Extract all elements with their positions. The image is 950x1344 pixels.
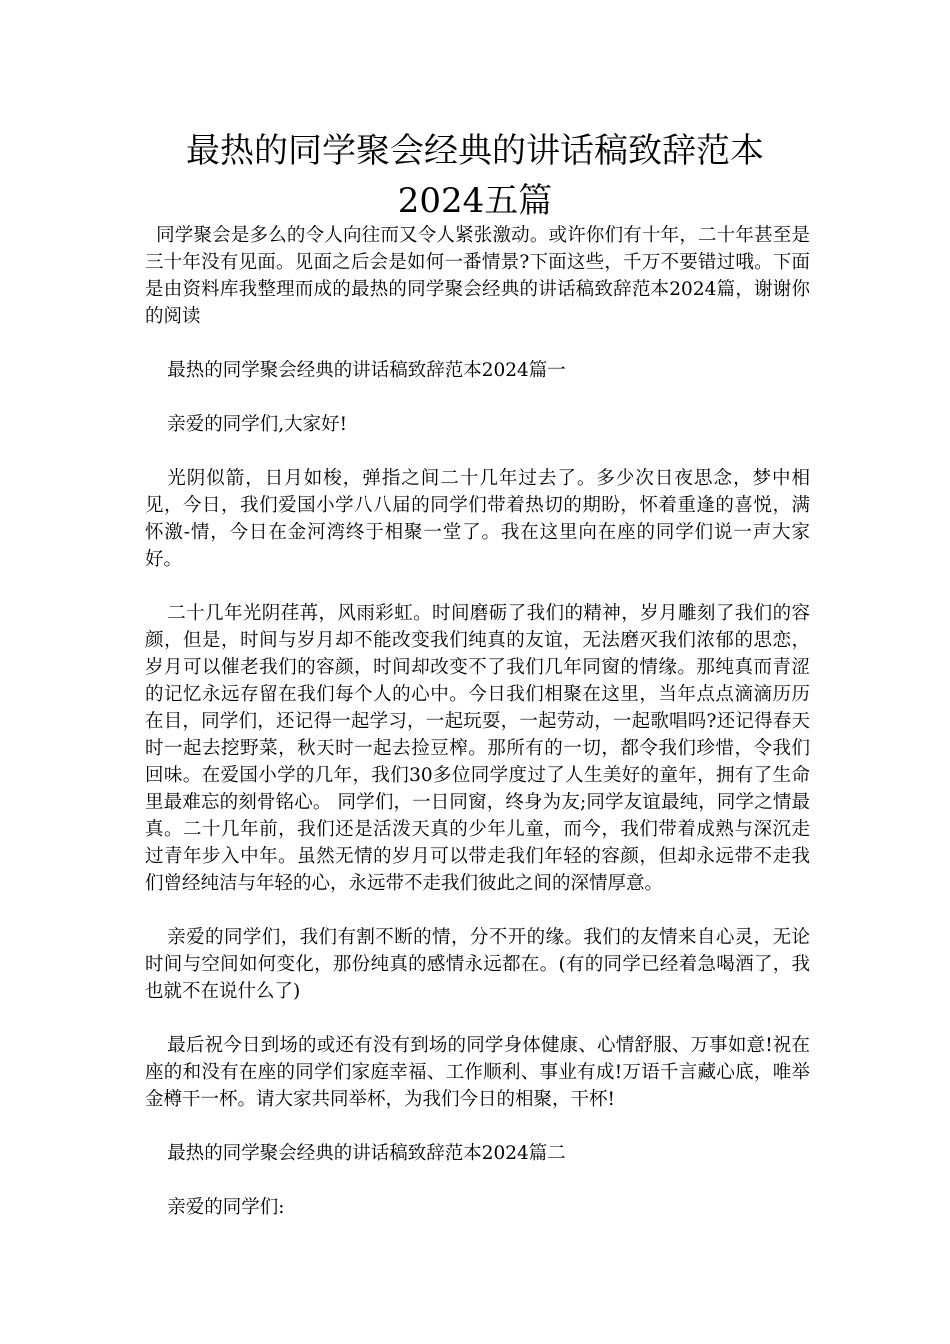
section2-heading: 最热的同学聚会经典的讲话稿致辞范本2024篇二 xyxy=(167,1143,566,1164)
section1-heading: 最热的同学聚会经典的讲话稿致辞范本2024篇一 xyxy=(167,360,566,381)
section1-greeting: 亲爱的同学们,大家好! xyxy=(167,414,348,435)
section1-paragraph-1: 光阴似箭，日月如梭，弹指之间二十几年过去了。多少次日夜思念，梦中相见，今日，我们爱国小学八八届的同学们带着热切的期盼，怀着重逢的喜悦，满怀激-情，今日在金河湾终于相聚一堂了。我在这里向在座的同学们说一声大家好。 xyxy=(145,468,810,570)
section2-greeting: 亲爱的同学们: xyxy=(167,1197,285,1218)
section1-paragraph-2: 二十几年光阴荏苒，风雨彩虹。时间磨砺了我们的精神，岁月雕刻了我们的容颜，但是，时间与岁月却不能改变我们纯真的友谊，无法磨灭我们浓郁的思恋，岁月可以催老我们的容颜，时间却改变不了我们几年同窗的情缘。那纯真而青涩的记忆永远存留在我们每个人的心中。今日我们相聚在这里，当年点点滴滴历历在目，同学们，还记得一起学习，一起玩耍，一起劳动，一起歌唱吗?还记得春天时一起去挖野菜，秋天时一起去捡豆榨。那所有的一切，都令我们珍惜，令我们回味。在爱国小学的几年，我们30多位同学度过了人生美好的童年，拥有了生命里最难忘的刻骨铭心。 同学们，一日同窗，终身为友;同学友谊最纯，同学之情最真。二十几年前，我们还是活泼天真的少年儿童，而今，我们带着成熟与深沉走过青年步入中年。虽然无情的岁月可以带走我们年轻的容颜，但却永远带不走我们曾经纯洁与年轻的心，永远带不走我们彼此之间的深情厚意。 xyxy=(145,603,810,894)
document-title-line1: 最热的同学聚会经典的讲话稿致辞范本 xyxy=(186,131,764,171)
section1-paragraph-4: 最后祝今日到场的或还有没有到场的同学身体健康、心情舒服、万事如意!祝在座的和没有在座的同学们家庭幸福、工作顺利、事业有成!万语千言藏心底，唯举金樽干一杯。请大家共同举杯，为我们今日的相聚，干杯! xyxy=(145,1035,811,1110)
document-title-line2: 2024五篇 xyxy=(397,181,553,221)
document-body xyxy=(145,222,810,1248)
section1-paragraph-3: 亲爱的同学们，我们有割不断的情，分不开的缘。我们的友情来自心灵，无论时间与空间如何变化，那份纯真的感情永远都在。(有的同学已经着急喝酒了，我也就不在说什么了) xyxy=(145,927,810,1002)
intro-paragraph: 同学聚会是多么的令人向往而又令人紧张激动。或许你们有十年，二十年甚至是三十年没有见面。见面之后会是如何一番情景?下面这些，千万不要错过哦。下面是由资料库我整理而成的最热的同学聚会经典的讲话稿致辞范本2024篇，谢谢你的阅读 xyxy=(145,225,810,327)
